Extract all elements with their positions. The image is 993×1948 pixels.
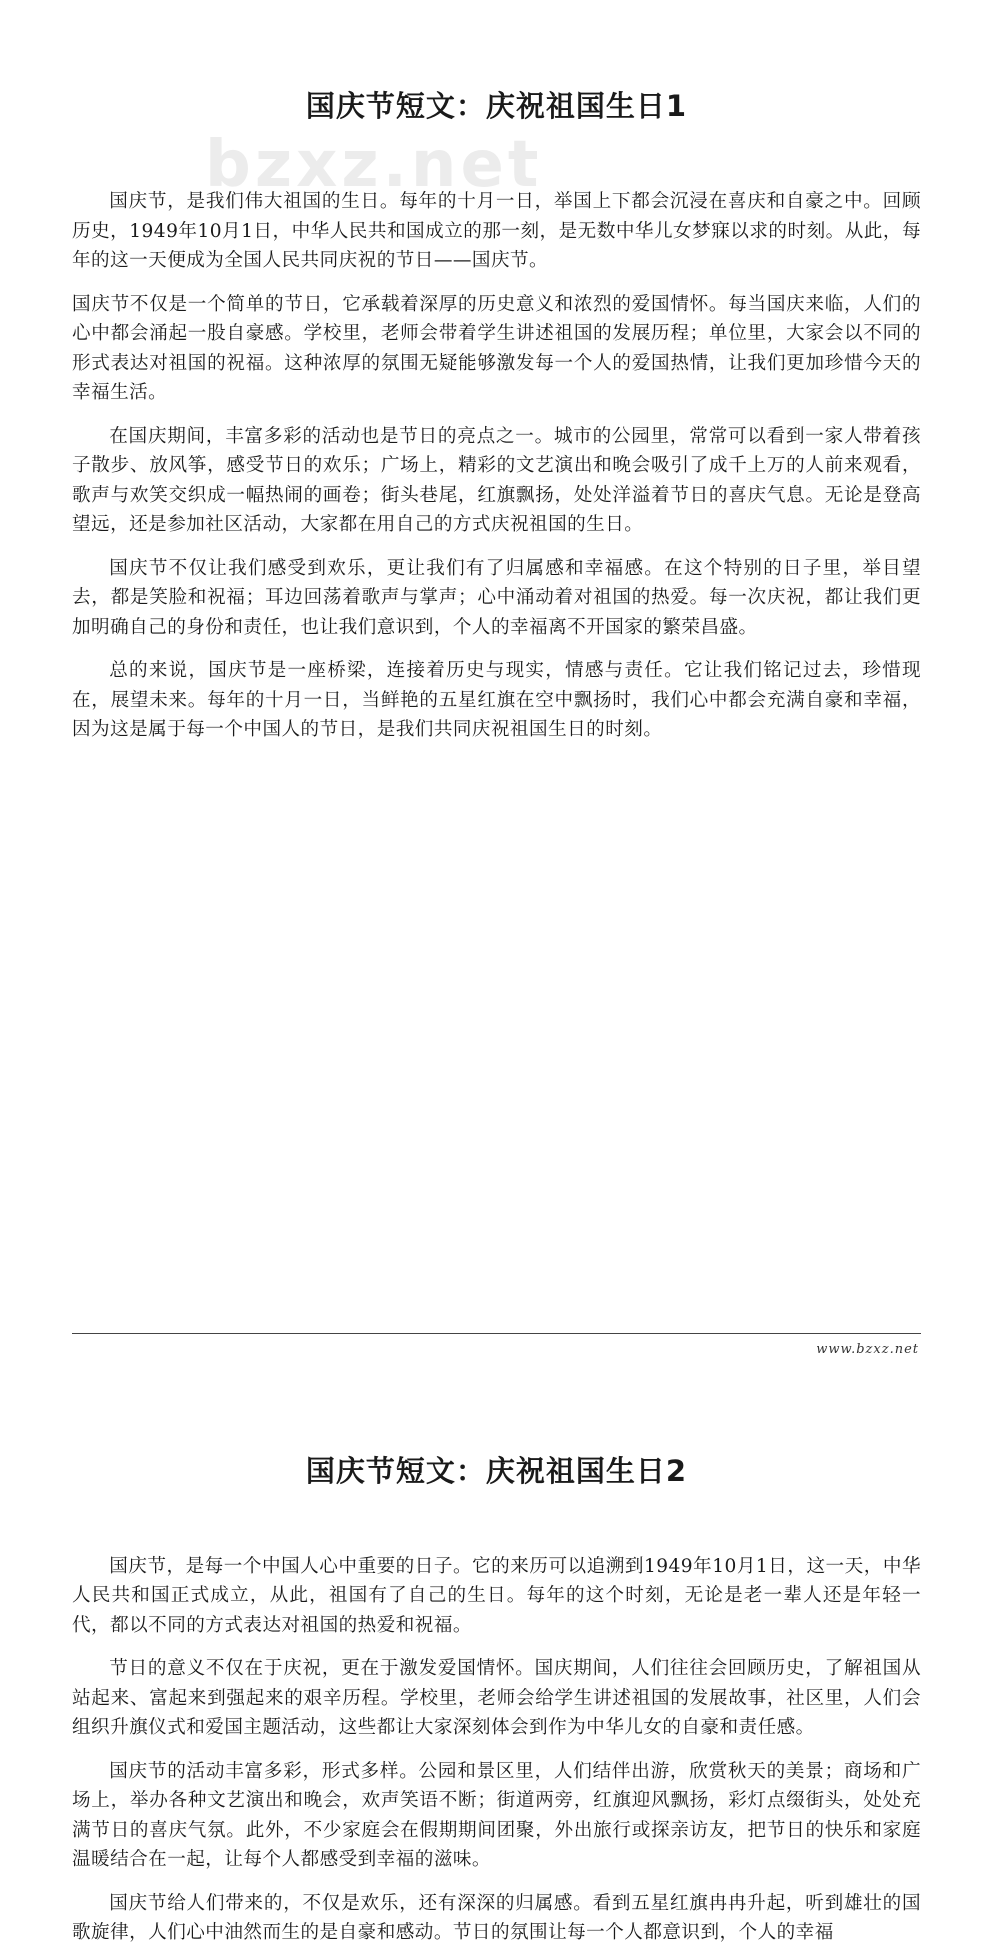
footer-site: www.bzxz.net bbox=[816, 1342, 919, 1357]
paragraph: 国庆节的活动丰富多彩，形式多样。公园和景区里，人们结伴出游，欣赏秋天的美景；商场和广场上，举办各种文艺演出和晚会，欢声笑语不断；街道两旁，红旗迎风飘扬，彩灯点缀街头，处处充满节日的喜庆气氛。此外，不少家庭会在假期期间团聚，外出旅行或探亲访友，把节日的快乐和家庭温暖结合在一起，让每个人都感受到幸福的滋味。 bbox=[72, 1760, 921, 1870]
footer-divider bbox=[72, 1333, 921, 1334]
article-1-body bbox=[72, 187, 921, 745]
paragraph: 国庆节，是我们伟大祖国的生日。每年的十月一日，举国上下都会沉浸在喜庆和自豪之中。回顾历史，1949年10月1日，中华人民共和国成立的那一刻，是无数中华儿女梦寐以求的时刻。从此，每年的这一天便成为全国人民共同庆祝的节日——国庆节。 bbox=[72, 191, 921, 271]
paragraph: 总的来说，国庆节是一座桥梁，连接着历史与现实，情感与责任。它让我们铭记过去，珍惜现在，展望未来。每年的十月一日，当鲜艳的五星红旗在空中飘扬时，我们心中都会充满自豪和幸福，因为这是属于每一个中国人的节日，是我们共同庆祝祖国生日的时刻。 bbox=[72, 660, 921, 740]
watermark: bzxz.net bbox=[205, 128, 543, 202]
article-2-title: 国庆节短文：庆祝祖国生日2 bbox=[305, 1453, 688, 1488]
article-1-title: 国庆节短文：庆祝祖国生日1 bbox=[305, 89, 688, 123]
paragraph: 节日的意义不仅在于庆祝，更在于激发爱国情怀。国庆期间，人们往往会回顾历史，了解祖国从站起来、富起来到强起来的艰辛历程。学校里，老师会给学生讲述祖国的发展故事，社区里，人们会组织升旗仪式和爱国主题活动，这些都让大家深刻体会到作为中华儿女的自豪和责任感。 bbox=[72, 1658, 921, 1738]
paragraph: 国庆节不仅让我们感受到欢乐，更让我们有了归属感和幸福感。在这个特别的日子里，举目望去，都是笑脸和祝福；耳边回荡着歌声与掌声；心中涌动着对祖国的热爱。每一次庆祝，都让我们更加明确自己的身份和责任，也让我们意识到，个人的幸福离不开国家的繁荣昌盛。 bbox=[72, 557, 921, 638]
article-2-body bbox=[72, 1552, 921, 1948]
paragraph: 国庆节给人们带来的，不仅是欢乐，还有深深的归属感。看到五星红旗冉冉升起，听到雄壮的国歌旋律，人们心中油然而生的是自豪和感动。节日的氛围让每一个人都意识到，个人的幸福 bbox=[72, 1892, 921, 1943]
paragraph: 在国庆期间，丰富多彩的活动也是节日的亮点之一。城市的公园里，常常可以看到一家人带着孩子散步、放风筝，感受节日的欢乐；广场上，精彩的文艺演出和晚会吸引了成千上万的人前来观看，歌声与欢笑交织成一幅热闹的画卷；街头巷尾，红旗飘扬，处处洋溢着节日的喜庆气息。无论是登高望远，还是参加社区活动，大家都在用自己的方式庆祝祖国的生日。 bbox=[72, 425, 921, 535]
paragraph: 国庆节不仅是一个简单的节日，它承载着深厚的历史意义和浓烈的爱国情怀。每当国庆来临，人们的心中都会涌起一股自豪感。学校里，老师会带着学生讲述祖国的发展历程；单位里，大家会以不同的形式表达对祖国的祝福。这种浓厚的氛围无疑能够激发每一个人的爱国热情，让我们更加珍惜今天的幸福生活。 bbox=[72, 293, 921, 403]
paragraph: 国庆节，是每一个中国人心中重要的日子。它的来历可以追溯到1949年10月1日，这一天，中华人民共和国正式成立，从此，祖国有了自己的生日。每年的这个时刻，无论是老一辈人还是年轻一代，都以不同的方式表达对祖国的热爱和祝福。 bbox=[72, 1555, 921, 1636]
